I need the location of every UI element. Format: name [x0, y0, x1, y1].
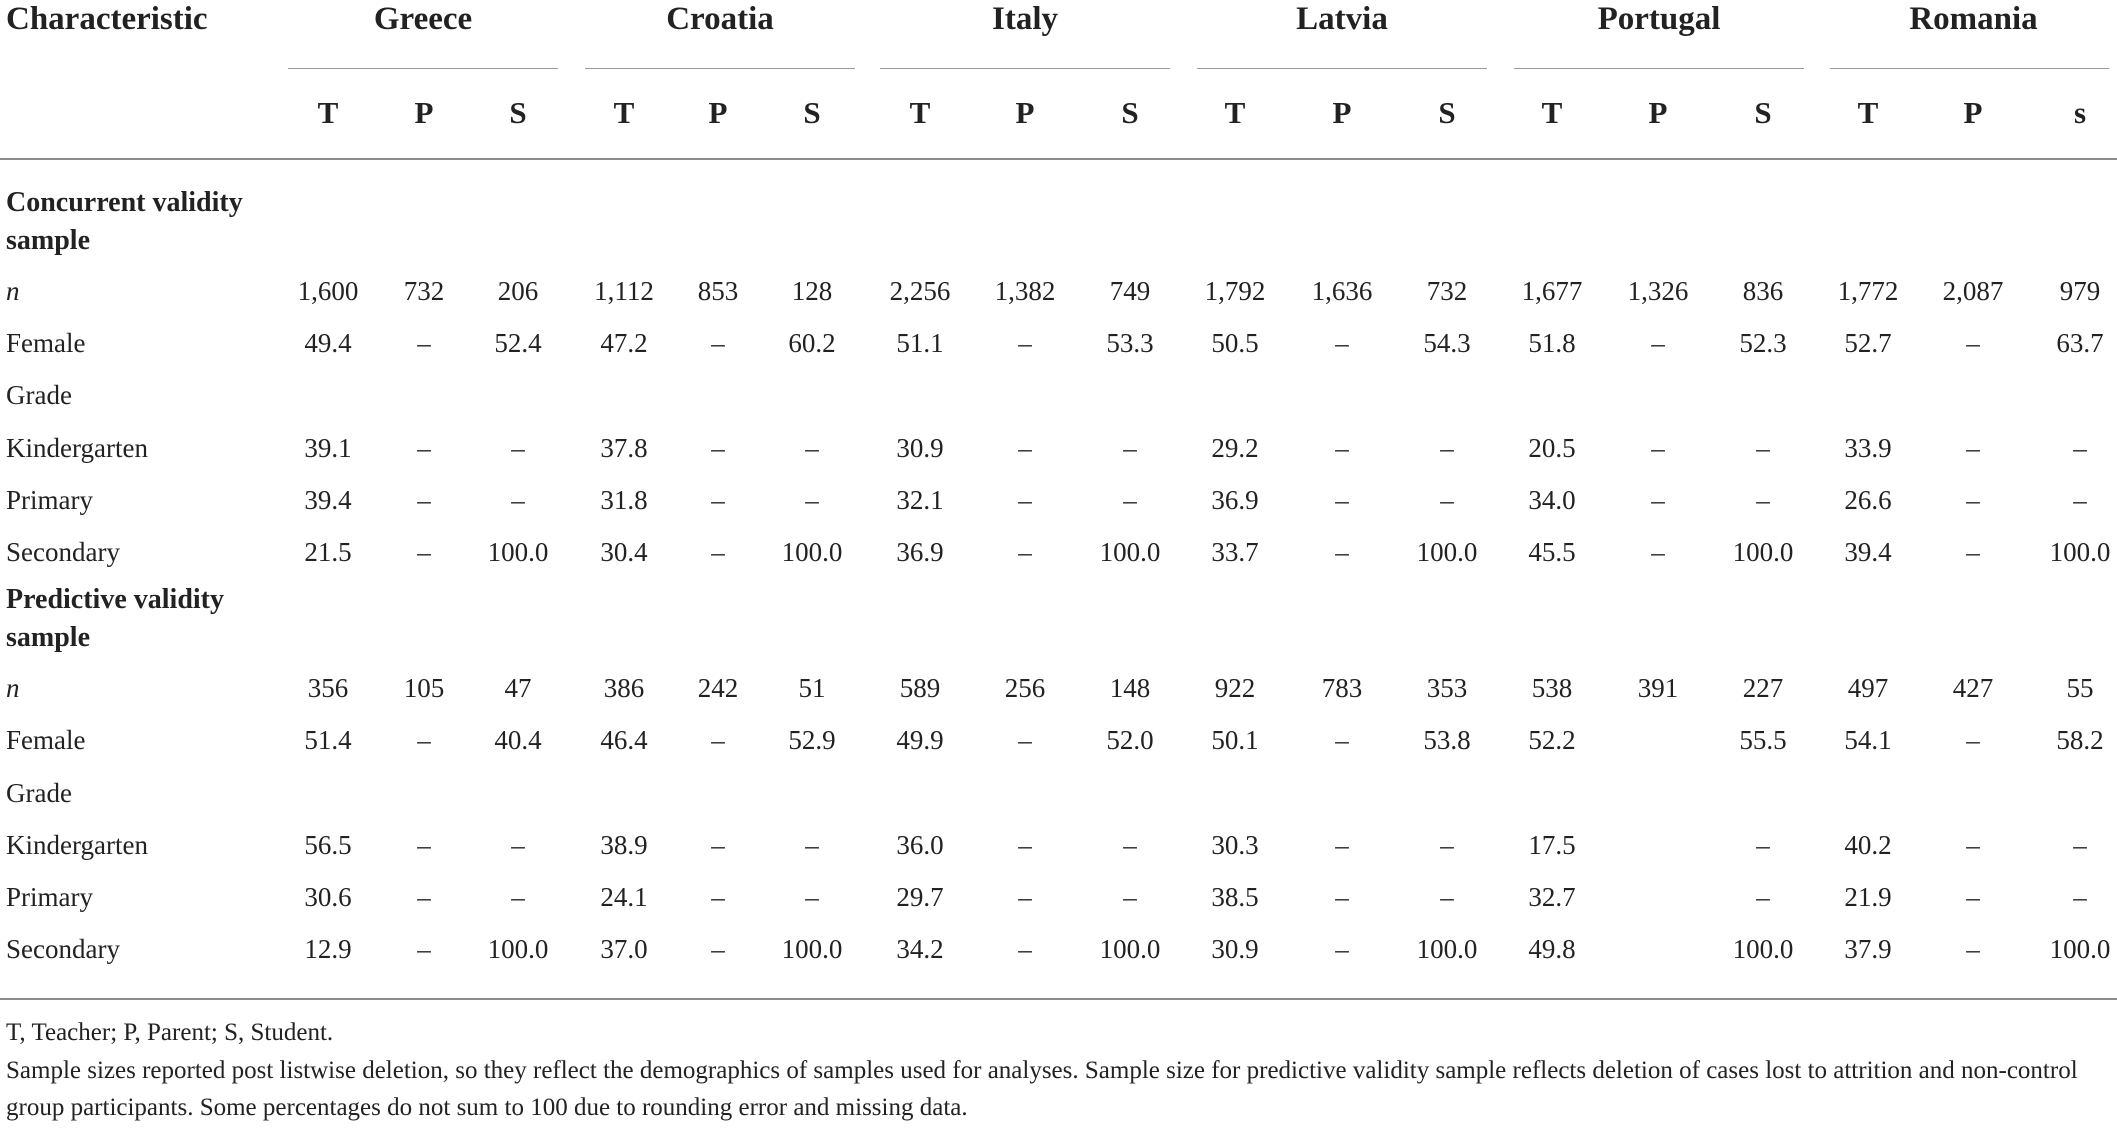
row-label: n [6, 673, 20, 704]
table-cell: – [1335, 484, 1349, 515]
table-cell: 51.8 [1528, 328, 1576, 359]
table-cell: – [1440, 882, 1454, 912]
table-cell: – [1966, 829, 1980, 860]
table-cell: 49.9 [896, 725, 944, 756]
table-cell: – [417, 882, 431, 912]
table-cell: – [711, 829, 725, 860]
table-cell: 36.9 [896, 537, 944, 567]
table-cell: 49.8 [1528, 934, 1576, 965]
table-cell: – [511, 882, 525, 912]
table-cell: 38.9 [600, 829, 648, 860]
table-cell: – [1966, 882, 1980, 912]
table-cell: – [1123, 882, 1137, 912]
table-cell: – [1335, 432, 1349, 463]
table-cell: 40.2 [1844, 829, 1892, 860]
table-cell: 100.0 [1099, 934, 1161, 965]
header-subcolumn: P [414, 95, 434, 130]
table-cell: – [417, 328, 431, 359]
table-cell: 148 [1109, 673, 1151, 704]
footnote-abbreviations: T, Teacher; P, Parent; S, Student. [6, 1019, 334, 1046]
row-label: Kindergarten [6, 432, 148, 463]
table-cell: 60.2 [788, 328, 836, 359]
header-subcolumn: T [909, 95, 931, 130]
header-subcolumn: T [1224, 95, 1246, 130]
table-cell: 52.9 [788, 725, 836, 756]
table-cell: – [417, 934, 431, 965]
table-cell: 50.1 [1211, 725, 1259, 756]
table-cell: 54.3 [1423, 328, 1471, 359]
table-cell: – [1123, 432, 1137, 463]
table-cell: 24.1 [600, 882, 648, 912]
table-cell: – [711, 725, 725, 756]
table-cell: – [1440, 829, 1454, 860]
table-cell: 46.4 [600, 725, 648, 756]
header-characteristic: Characteristic [6, 1, 208, 37]
table-cell: 36.0 [896, 829, 944, 860]
table-cell: 206 [497, 276, 539, 306]
table-cell: 100.0 [1416, 537, 1478, 567]
header-country: Latvia [1296, 1, 1388, 37]
row-label: Secondary [6, 934, 120, 965]
row-label: Female [6, 328, 86, 359]
row-label: Primary [6, 484, 93, 515]
table-cell: 2,087 [1942, 276, 2004, 306]
row-label: Grade [6, 777, 72, 808]
table-cell: 39.4 [304, 484, 352, 515]
table-cell: 1,112 [594, 276, 654, 306]
table-cell: 52.4 [494, 328, 542, 359]
table-cell: – [511, 432, 525, 463]
row-label: Female [6, 725, 86, 756]
table-cell: 52.7 [1844, 328, 1892, 359]
table-cell: 853 [697, 276, 739, 306]
table-cell: 783 [1321, 673, 1363, 704]
header-country: Portugal [1597, 1, 1721, 37]
table-bottom-rule [0, 998, 2117, 1000]
row-label: Secondary [6, 537, 120, 567]
table-cell: – [1335, 934, 1349, 965]
table-cell: – [417, 537, 431, 567]
table-cell: – [417, 484, 431, 515]
header-subcolumn: S [1121, 95, 1139, 130]
table-cell: 55 [2066, 673, 2094, 704]
table-cell: – [1018, 432, 1032, 463]
header-bottom-rule [0, 158, 2117, 160]
header-country: Greece [373, 1, 473, 37]
table-cell: 39.1 [304, 432, 352, 463]
header-subcolumn: P [1015, 95, 1035, 130]
table-cell: 51.1 [896, 328, 944, 359]
table-cell: – [511, 829, 525, 860]
table-cell: 52.2 [1528, 725, 1576, 756]
table-cell: – [1123, 484, 1137, 515]
table-cell: 386 [603, 673, 645, 704]
table-cell: 100.0 [2049, 934, 2111, 965]
table-cell: 34.2 [896, 934, 944, 965]
table-cell: 49.4 [304, 328, 352, 359]
table-cell: 100.0 [1732, 934, 1794, 965]
table-cell: 53.3 [1106, 328, 1154, 359]
header-subcolumn: P [1332, 95, 1352, 130]
table-cell: – [1651, 432, 1665, 463]
table-cell: 12.9 [304, 934, 352, 965]
table-cell: 39.4 [1844, 537, 1892, 567]
section-title: Predictive validity sample [6, 584, 224, 654]
table-cell: 1,382 [994, 276, 1056, 306]
table-cell: – [1018, 484, 1032, 515]
table-cell: – [711, 484, 725, 515]
table-cell: – [1756, 432, 1770, 463]
row-label: Primary [6, 882, 93, 912]
table-cell: 51.4 [304, 725, 352, 756]
table-cell: 1,772 [1837, 276, 1899, 306]
table-cell: 31.8 [600, 484, 648, 515]
table-cell: 40.4 [494, 725, 542, 756]
table-cell: 38.5 [1211, 882, 1259, 912]
header-country: Croatia [666, 1, 774, 37]
table-cell: 37.0 [600, 934, 648, 965]
table-cell: 589 [899, 673, 941, 704]
table-cell: 30.3 [1211, 829, 1259, 860]
table-cell: – [2073, 432, 2087, 463]
table-cell: 391 [1637, 673, 1679, 704]
table-cell: 356 [307, 673, 349, 704]
table-cell: – [1018, 882, 1032, 912]
table-cell: 55.5 [1739, 725, 1787, 756]
table-cell: 21.5 [304, 537, 352, 567]
table-cell: – [1335, 328, 1349, 359]
table-cell: 2,256 [889, 276, 951, 306]
table-cell: – [1651, 484, 1665, 515]
table-cell: – [1018, 328, 1032, 359]
country-underline [1197, 68, 1487, 69]
table-cell: – [1018, 537, 1032, 567]
table-cell: – [1966, 725, 1980, 756]
table-cell: 58.2 [2056, 725, 2104, 756]
table-cell: – [1966, 934, 1980, 965]
header-country: Italy [992, 1, 1058, 37]
header-subcolumn: P [708, 95, 728, 130]
table-cell: 50.5 [1211, 328, 1259, 359]
table-cell: 30.9 [896, 432, 944, 463]
table-cell: 427 [1952, 673, 1994, 704]
table-cell: 242 [697, 673, 739, 704]
table-cell: 100.0 [487, 934, 549, 965]
table-cell: 29.2 [1211, 432, 1259, 463]
table-cell: – [2073, 829, 2087, 860]
table-cell: – [805, 829, 819, 860]
table-cell: 34.0 [1528, 484, 1576, 515]
table-cell: 732 [1426, 276, 1468, 306]
table-cell: 30.9 [1211, 934, 1259, 965]
table-cell: 17.5 [1528, 829, 1576, 860]
table-cell: – [1018, 725, 1032, 756]
table-cell: 1,636 [1311, 276, 1373, 306]
table-cell: – [711, 328, 725, 359]
country-underline [288, 68, 558, 69]
table-cell: 256 [1004, 673, 1046, 704]
table-cell: – [417, 829, 431, 860]
table-cell: 1,326 [1627, 276, 1689, 306]
table-cell: – [805, 882, 819, 912]
table-cell: 47.2 [600, 328, 648, 359]
header-subcolumn: T [1857, 95, 1879, 130]
table-cell: 100.0 [781, 537, 843, 567]
table-cell: 30.4 [600, 537, 648, 567]
table-cell: 52.3 [1739, 328, 1787, 359]
table-cell: 1,600 [297, 276, 359, 306]
table-cell: – [1335, 725, 1349, 756]
table-cell: 54.1 [1844, 725, 1892, 756]
table-cell: 749 [1109, 276, 1151, 306]
header-subcolumn: S [1438, 95, 1456, 130]
table-cell: – [1335, 829, 1349, 860]
table-cell: 100.0 [487, 537, 549, 567]
table-cell: 979 [2059, 276, 2101, 306]
table-cell: – [805, 484, 819, 515]
table-cell: – [1651, 537, 1665, 567]
header-subcolumn: S [509, 95, 527, 130]
table-cell: – [1440, 432, 1454, 463]
table-cell: – [1018, 934, 1032, 965]
table-cell: 353 [1426, 673, 1468, 704]
header-country: Romania [1909, 1, 2038, 37]
table-cell: – [1335, 882, 1349, 912]
table-cell: 922 [1214, 673, 1256, 704]
table-cell: 53.8 [1423, 725, 1471, 756]
table-cell: – [711, 432, 725, 463]
table-cell: 128 [791, 276, 833, 306]
table-cell: 100.0 [2049, 537, 2111, 567]
table-cell: 63.7 [2056, 328, 2104, 359]
table-cell: – [417, 725, 431, 756]
table-cell: 227 [1742, 673, 1784, 704]
table-cell: 30.6 [304, 882, 352, 912]
country-underline [1830, 68, 2109, 69]
table-cell: 52.0 [1106, 725, 1154, 756]
table-cell: 26.6 [1844, 484, 1892, 515]
country-underline [1514, 68, 1804, 69]
table-cell: – [1756, 829, 1770, 860]
table-cell: 20.5 [1528, 432, 1576, 463]
table-cell: – [1440, 484, 1454, 515]
table-cell: – [511, 484, 525, 515]
table-cell: 56.5 [304, 829, 352, 860]
table-cell: 37.8 [600, 432, 648, 463]
header-subcolumn: S [803, 95, 821, 130]
header-subcolumn: P [1963, 95, 1983, 130]
table-cell: – [711, 537, 725, 567]
header-subcolumn: S [1754, 95, 1772, 130]
country-underline [880, 68, 1170, 69]
table-cell: – [1966, 484, 1980, 515]
table-cell: 105 [403, 673, 445, 704]
table-cell: 538 [1531, 673, 1573, 704]
header-subcolumn: s [2073, 95, 2087, 130]
table-cell: – [2073, 882, 2087, 912]
row-label: Grade [6, 380, 72, 411]
table-cell: 37.9 [1844, 934, 1892, 965]
table-cell: 21.9 [1844, 882, 1892, 912]
table-cell: – [1966, 537, 1980, 567]
header-subcolumn: P [1648, 95, 1668, 130]
row-label: Kindergarten [6, 829, 148, 860]
table-cell: 29.7 [896, 882, 944, 912]
table-cell: 1,792 [1204, 276, 1266, 306]
table-cell: – [1756, 484, 1770, 515]
table-cell: 497 [1847, 673, 1889, 704]
table-cell: – [1966, 328, 1980, 359]
table-cell: – [1123, 829, 1137, 860]
table-cell: – [417, 432, 431, 463]
table-cell: 45.5 [1528, 537, 1576, 567]
table-cell: 36.9 [1211, 484, 1259, 515]
table-cell: – [1018, 829, 1032, 860]
table-cell: 32.1 [896, 484, 944, 515]
table-cell: 33.7 [1211, 537, 1259, 567]
table-cell: 732 [403, 276, 445, 306]
table-cell: 33.9 [1844, 432, 1892, 463]
table-cell: 1,677 [1521, 276, 1583, 306]
table-cell: – [805, 432, 819, 463]
footnote-note: Sample sizes reported post listwise deletion, so they reflect the demographics of samples used for analyses. Sample size for predictive validity sample reflects deletion of cases lost to attrition and non-control group participants. Some percentages do not sum to 100 due to rounding error and missing data. [6, 1057, 2078, 1121]
table-cell: 47 [504, 673, 532, 704]
table-cell: 51 [798, 673, 826, 704]
table-cell: 836 [1742, 276, 1784, 306]
table-cell: 32.7 [1528, 882, 1576, 912]
header-subcolumn: T [1541, 95, 1563, 130]
header-subcolumn: T [613, 95, 635, 130]
table-cell: 100.0 [781, 934, 843, 965]
table-cell: – [711, 934, 725, 965]
table-cell: – [2073, 484, 2087, 515]
table-cell: 100.0 [1732, 537, 1794, 567]
table-cell: 100.0 [1416, 934, 1478, 965]
section-title: Concurrent validity sample [6, 187, 243, 256]
table-cell: – [1756, 882, 1770, 912]
table-cell: – [1651, 328, 1665, 359]
header-subcolumn: T [317, 95, 339, 130]
table-cell: – [1335, 537, 1349, 567]
table-cell: – [711, 882, 725, 912]
country-underline [585, 68, 855, 69]
table-cell: 100.0 [1099, 537, 1161, 567]
row-label: n [6, 276, 20, 306]
table-cell: – [1966, 432, 1980, 463]
